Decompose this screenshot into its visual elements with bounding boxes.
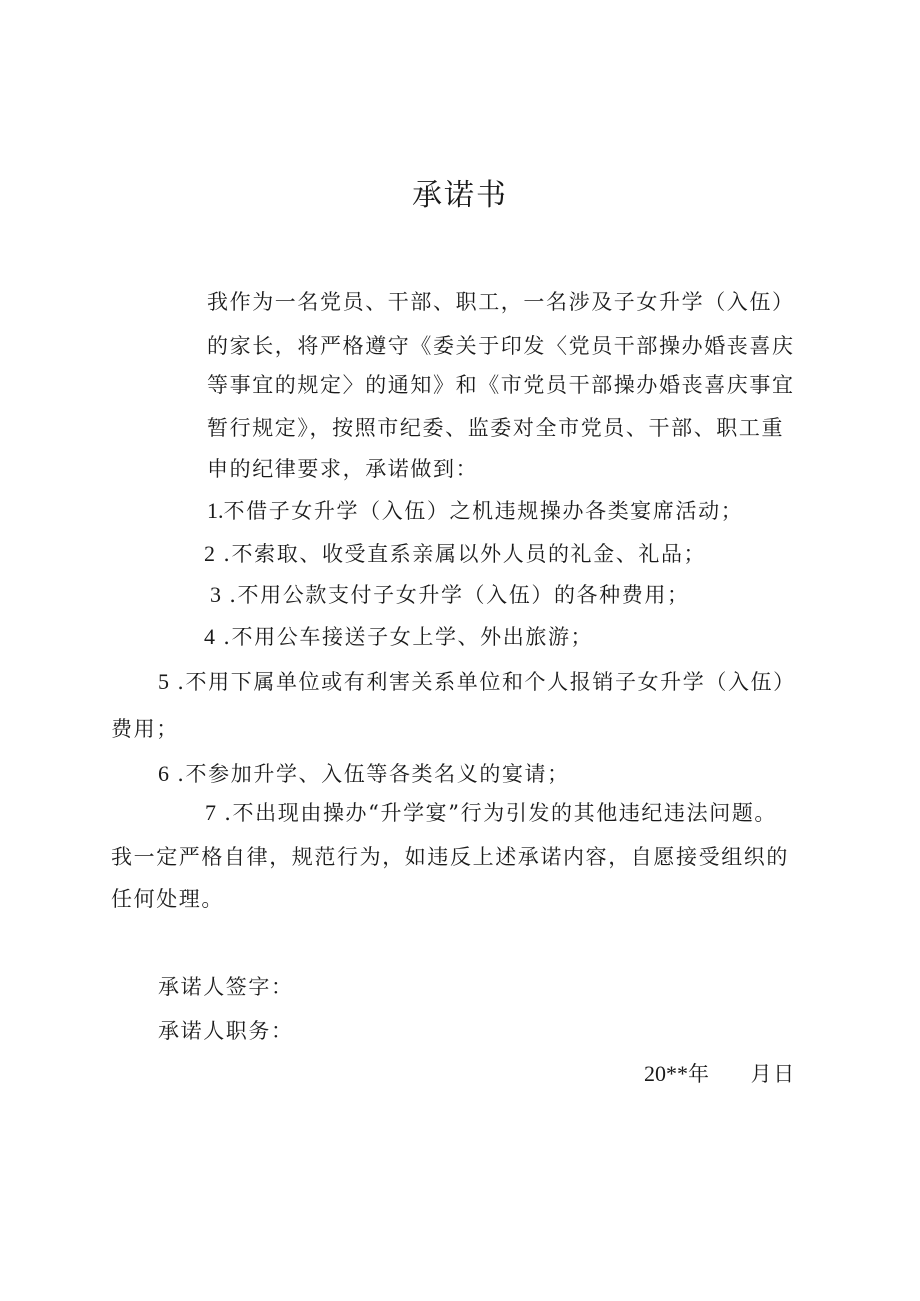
position-label: 承诺人职务： bbox=[158, 1019, 294, 1043]
commitment-item-2 bbox=[204, 539, 706, 569]
commitment-text: .不参加升学、入伍等各类名义的宴请； bbox=[169, 762, 570, 786]
commitment-text: .不用公车接送子女上学、外出旅游； bbox=[215, 625, 594, 649]
commitment-item-5-continued bbox=[111, 714, 179, 744]
intro-line-1: 我作为一名党员、干部、职工，一名涉及子女升学（入伍） bbox=[207, 290, 795, 314]
commitment-number: 6 bbox=[158, 761, 169, 786]
commitment-text: .不索取、收受直系亲属以外人员的礼金、礼品； bbox=[215, 542, 707, 566]
commitment-text: .不出现由操办“升学宴”行为引发的其他违纪违法问题。 bbox=[216, 801, 778, 825]
commitment-text: .不用下属单位或有利害关系单位和个人报销子女升学（入伍） bbox=[169, 670, 796, 694]
commitment-item-7 bbox=[205, 798, 777, 828]
commitment-number: 5 bbox=[158, 669, 169, 694]
date-line bbox=[644, 1059, 796, 1089]
intro-line-4: 暂行规定》，按照市纪委、监委对全市党员、干部、职工重 bbox=[207, 416, 785, 440]
closing-line-2: 任何处理。 bbox=[111, 887, 224, 911]
commitment-number: 3 bbox=[210, 582, 221, 607]
commitment-number: 4 bbox=[204, 624, 215, 649]
commitment-number: 1. bbox=[207, 498, 224, 523]
commitment-item-1 bbox=[207, 496, 743, 526]
commitment-number: 2 bbox=[204, 541, 215, 566]
date-month-day: 月日 bbox=[750, 1062, 796, 1086]
signature-label: 承诺人签字： bbox=[158, 975, 294, 999]
commitment-item-3 bbox=[210, 580, 690, 610]
document-title: 承诺书 bbox=[412, 178, 508, 213]
date-year-suffix: 年 bbox=[688, 1062, 711, 1086]
commitment-item-6 bbox=[158, 759, 570, 789]
commitment-text: .不用公款支付子女升学（入伍）的各种费用； bbox=[221, 583, 690, 607]
commitment-item-4 bbox=[204, 622, 593, 652]
commitment-number: 7 bbox=[205, 800, 216, 825]
date-year: 20** bbox=[644, 1061, 688, 1086]
intro-line-3: 等事宜的规定〉的通知》和《市党员干部操办婚丧喜庆事宜 bbox=[207, 373, 795, 397]
commitment-text: 不借子女升学（入伍）之机违规操办各类宴席活动； bbox=[223, 499, 744, 523]
intro-line-2: 的家长，将严格遵守《委关于印发〈党员干部操办婚丧喜庆 bbox=[207, 334, 795, 358]
intro-line-5: 申的纪律要求，承诺做到： bbox=[207, 457, 479, 481]
commitment-item-5 bbox=[158, 667, 796, 697]
closing-line-1: 我一定严格自律，规范行为，如违反上述承诺内容，自愿接受组织的 bbox=[111, 845, 789, 869]
commitment-text: 费用； bbox=[111, 717, 179, 741]
